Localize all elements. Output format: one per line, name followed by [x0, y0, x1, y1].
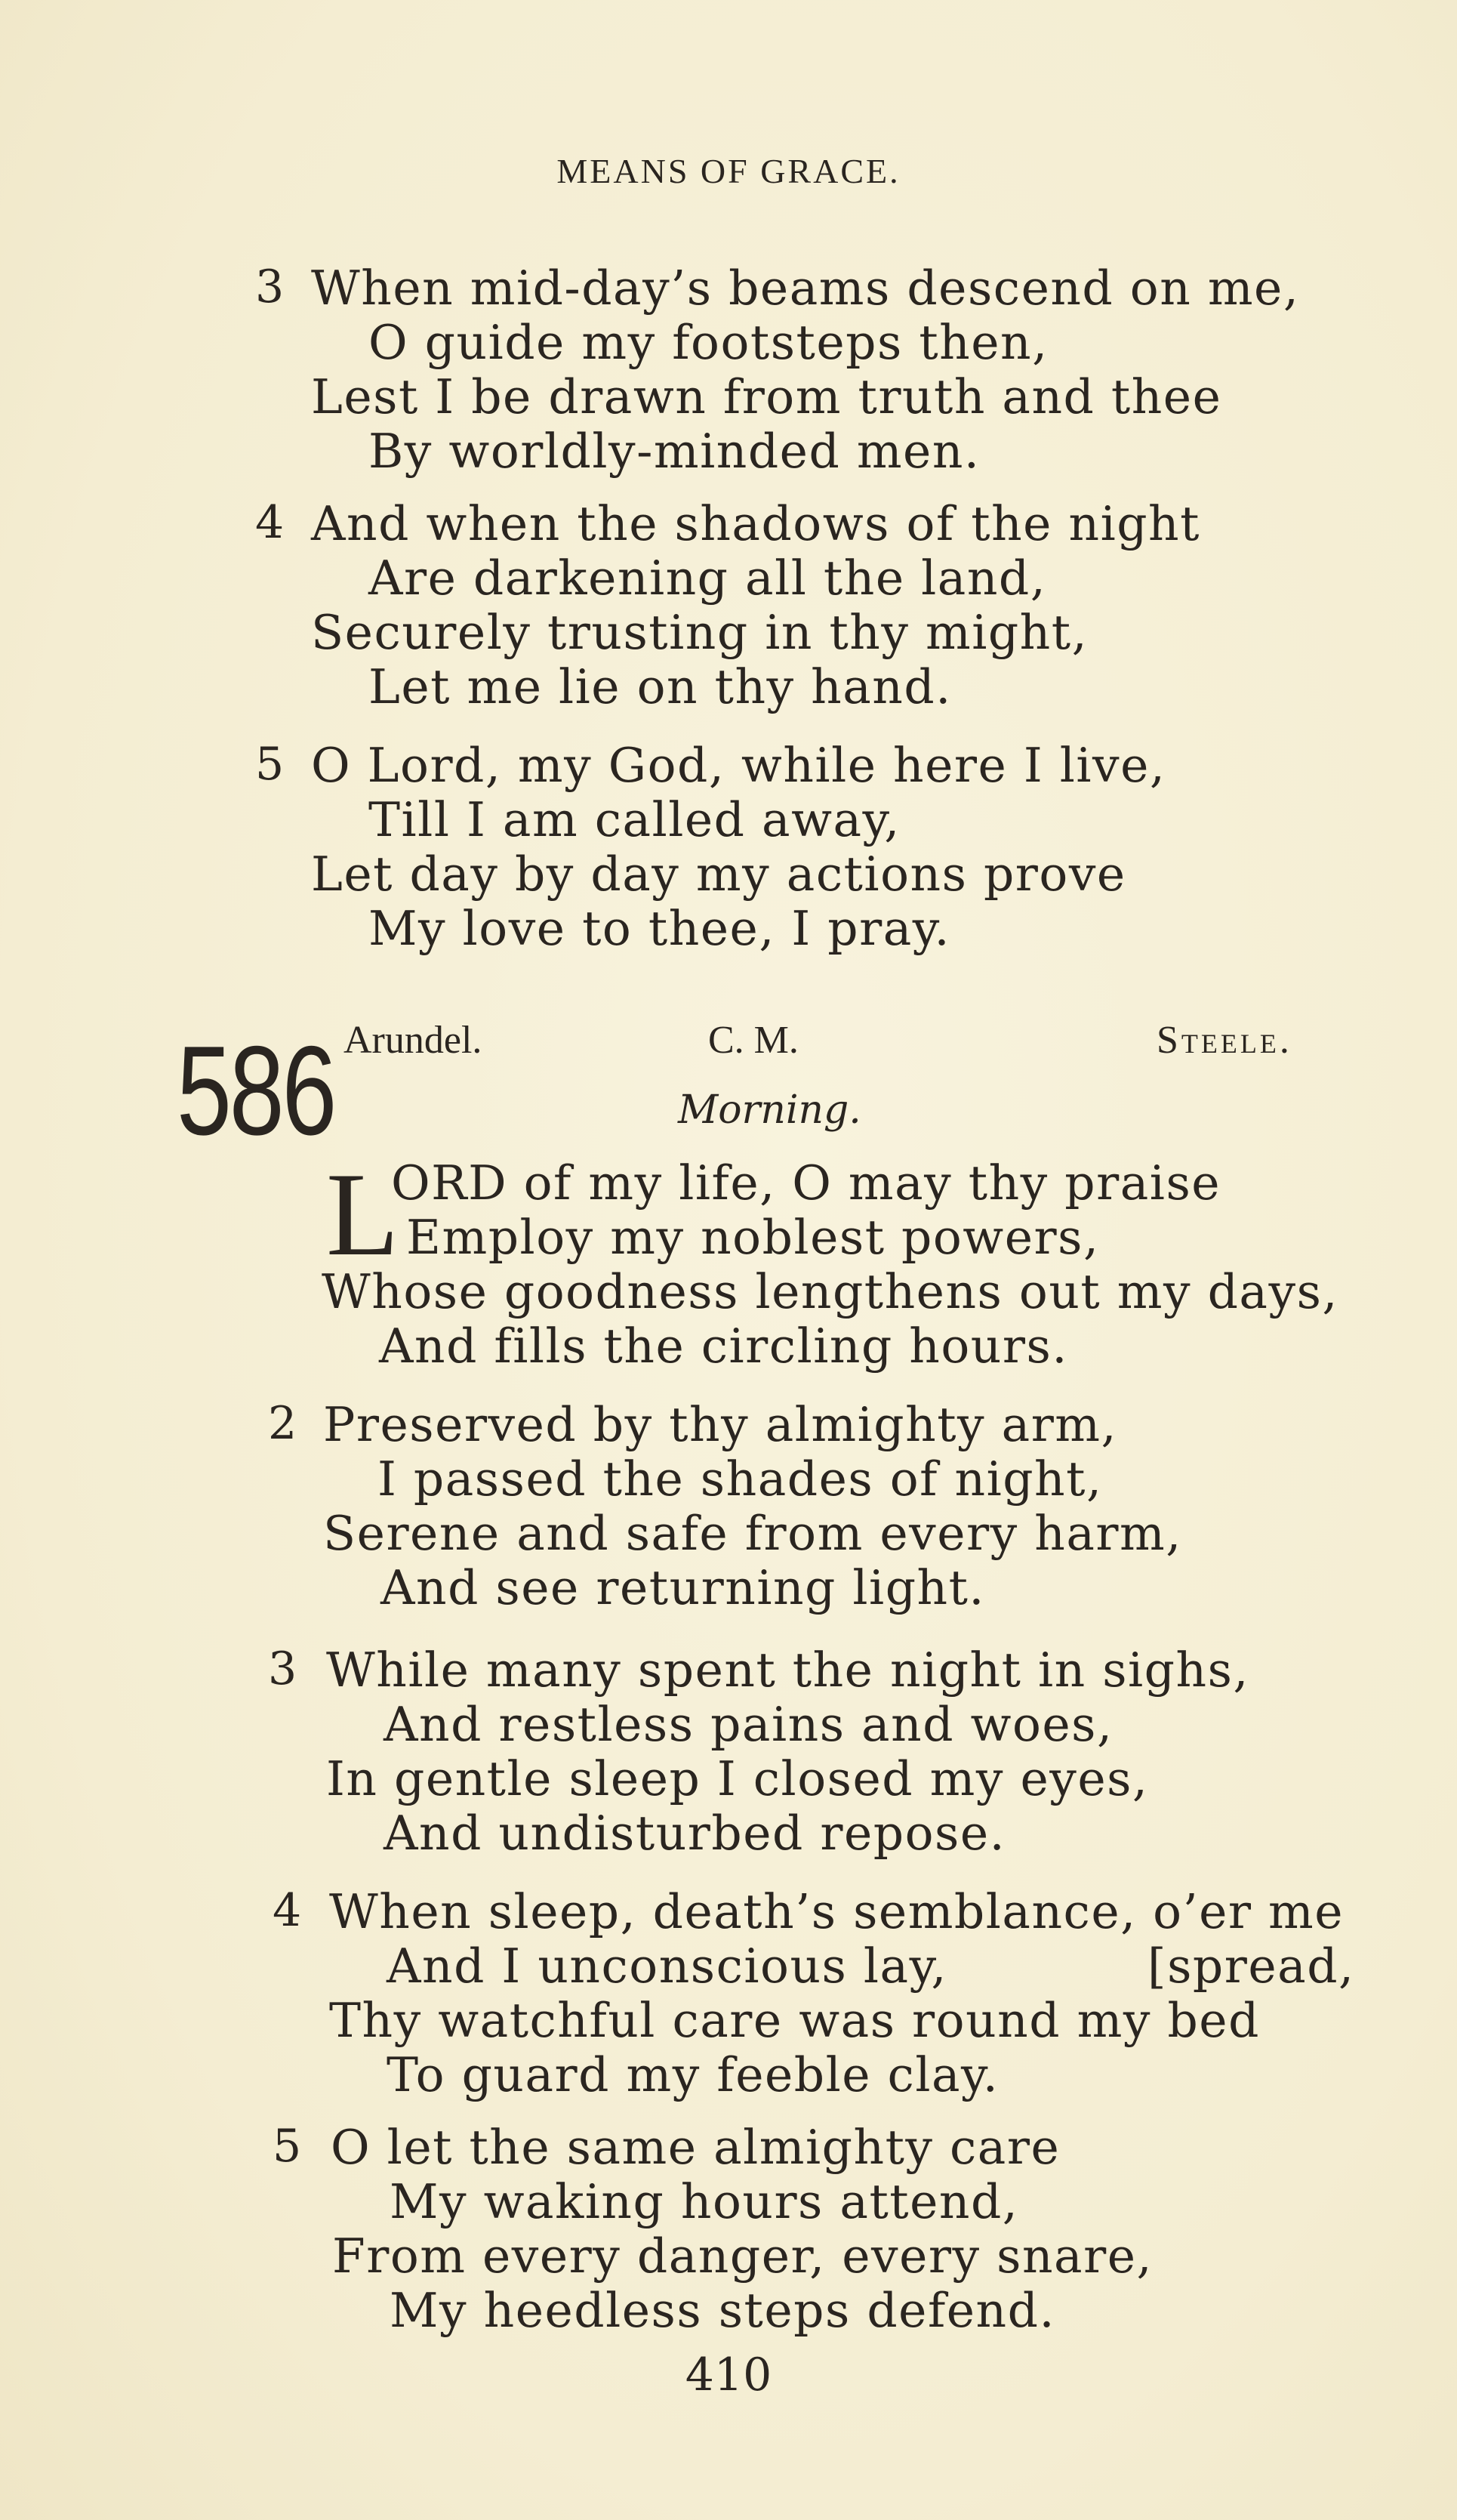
verse-line: While many spent the night in sighs, — [326, 1642, 1249, 1698]
page-number: 410 — [685, 2349, 772, 2401]
verse-line: O let the same almighty care — [331, 2120, 1061, 2175]
hymn-subtitle: Morning. — [678, 1087, 861, 1133]
verse-line: And restless pains and woes, — [384, 1697, 1114, 1752]
verse-line: Serene and safe from every harm, — [323, 1506, 1182, 1561]
stanza-number: 2 — [268, 1397, 297, 1450]
verse-line: And undisturbed repose. — [384, 1806, 1006, 1861]
verse-line: When sleep, death’s semblance, o’er me — [329, 1884, 1345, 1939]
verse-line: Let day by day my actions prove — [311, 847, 1126, 902]
hymn-number: 586 — [177, 1019, 335, 1161]
verse-line: Whose goodness lengthens out my days, — [322, 1264, 1338, 1319]
verse-line: To guard my feeble clay. — [387, 2047, 1000, 2102]
overflow-word: [spread, — [1147, 1939, 1355, 1994]
verse-line: Employ my noblest powers, — [406, 1210, 1100, 1265]
stanza-number: 5 — [255, 738, 285, 791]
verse-line: In gentle sleep I closed my eyes, — [326, 1751, 1149, 1806]
meter: C. M. — [708, 1019, 799, 1062]
verse-line: When mid-day’s beams descend on me, — [311, 261, 1300, 316]
verse-line: And fills the circling hours. — [379, 1319, 1068, 1374]
verse-line: My heedless steps defend. — [390, 2283, 1055, 2338]
verse-line: From every danger, every snare, — [332, 2229, 1154, 2284]
verse-line: And when the shadows of the night — [311, 496, 1200, 551]
stanza-number: 5 — [273, 2120, 302, 2173]
stanza-number: 3 — [268, 1642, 297, 1695]
verse-line: O guide my footsteps then, — [368, 315, 1049, 370]
author: Steele. — [1157, 1019, 1292, 1062]
verse-line: ORD of my life, O may thy praise — [391, 1155, 1221, 1211]
stanza-number: 3 — [255, 261, 285, 313]
drop-cap: L — [326, 1149, 399, 1281]
verse-line: By worldly-minded men. — [368, 424, 981, 479]
stanza-number: 4 — [273, 1884, 302, 1937]
verse-line: And I unconscious lay, — [387, 1939, 947, 1994]
verse-line: O Lord, my God, while here I live, — [311, 738, 1166, 793]
stanza-number: 4 — [255, 496, 285, 549]
verse-line: Lest I be drawn from truth and thee — [311, 369, 1222, 424]
verse-line: My waking hours attend, — [390, 2174, 1019, 2229]
verse-line: Preserved by thy almighty arm, — [323, 1397, 1118, 1452]
verse-line: I passed the shades of night, — [377, 1451, 1103, 1507]
verse-line: Let me lie on thy hand. — [368, 659, 952, 714]
verse-line: And see returning light. — [380, 1560, 985, 1615]
running-head: MEANS OF GRACE. — [556, 152, 901, 190]
verse-line: Till I am called away, — [368, 792, 901, 847]
verse-line: Securely trusting in thy might, — [311, 605, 1089, 660]
verse-line: My love to thee, I pray. — [368, 901, 951, 956]
verse-line: Thy watchful care was round my bed — [329, 1993, 1260, 2048]
tune-name: Arundel. — [343, 1019, 482, 1062]
verse-line: Are darkening all the land, — [368, 551, 1047, 606]
